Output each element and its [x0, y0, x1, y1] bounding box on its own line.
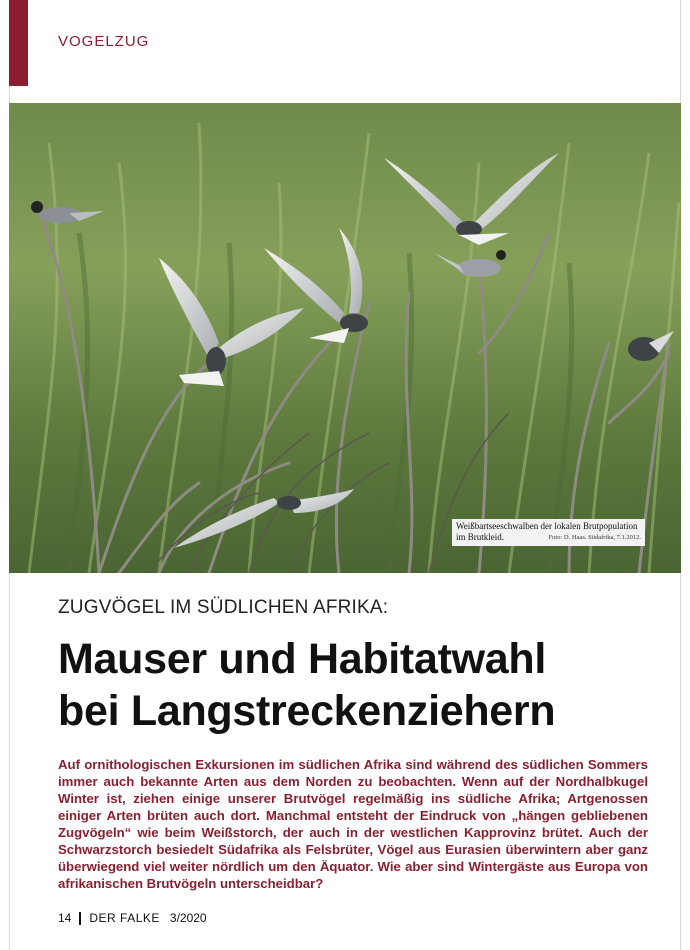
page-number: 14: [58, 911, 72, 925]
article-lead: Auf ornithologischen Exkursionen im südlichen Afrika sind während des südlichen Sommers immer auch bekannte Arten aus dem Norden zu beobachten. Wenn auf der Nordhalbkugel Winter ist, ziehen einige unserer Brutvögel regelmäßig ins südliche Afrika; Artgenossen einiger Arten brüten auch dort. Manchmal entsteht der Eindruck von „hängen gebliebenen Zugvögeln“ wie beim Weißstorch, der auch in der westlichen Kapprovinz brütet. Auch der Schwarzstorch besiedelt Südafrika als Felsbrüter, Vögel aus Eurasien überwintern aber ganz überwiegend viel weiter nördlich um den Äquator. Wie aber sind Wintergäste aus Europa von afrikanischen Brutvögeln unterscheidbar?: [58, 757, 648, 891]
article-headline: [58, 633, 678, 737]
headline-line-1: Mauser und Habitatwahl: [58, 635, 546, 683]
section-label: VOGELZUG: [58, 33, 150, 50]
caption-text: Weißbartseeschwalben der lokalen Brutpopulation im Brutkleid.: [456, 521, 638, 542]
terns-on-branches-image: [9, 103, 681, 573]
photo-credit: Foto: D. Haas. Südafrika, 7.1.2012.: [548, 534, 641, 541]
photo-caption: [452, 519, 645, 546]
section-color-bar: [9, 0, 28, 86]
issue-number: 3/2020: [169, 911, 207, 925]
page-footer: [58, 911, 207, 925]
headline-line-2: bei Langstreckenziehern: [58, 687, 556, 735]
article-kicker: ZUGVÖGEL IM SÜDLICHEN AFRIKA:: [58, 597, 389, 618]
article-photo: [9, 103, 681, 573]
footer-separator: [79, 912, 81, 925]
magazine-name: DER FALKE: [89, 911, 160, 925]
